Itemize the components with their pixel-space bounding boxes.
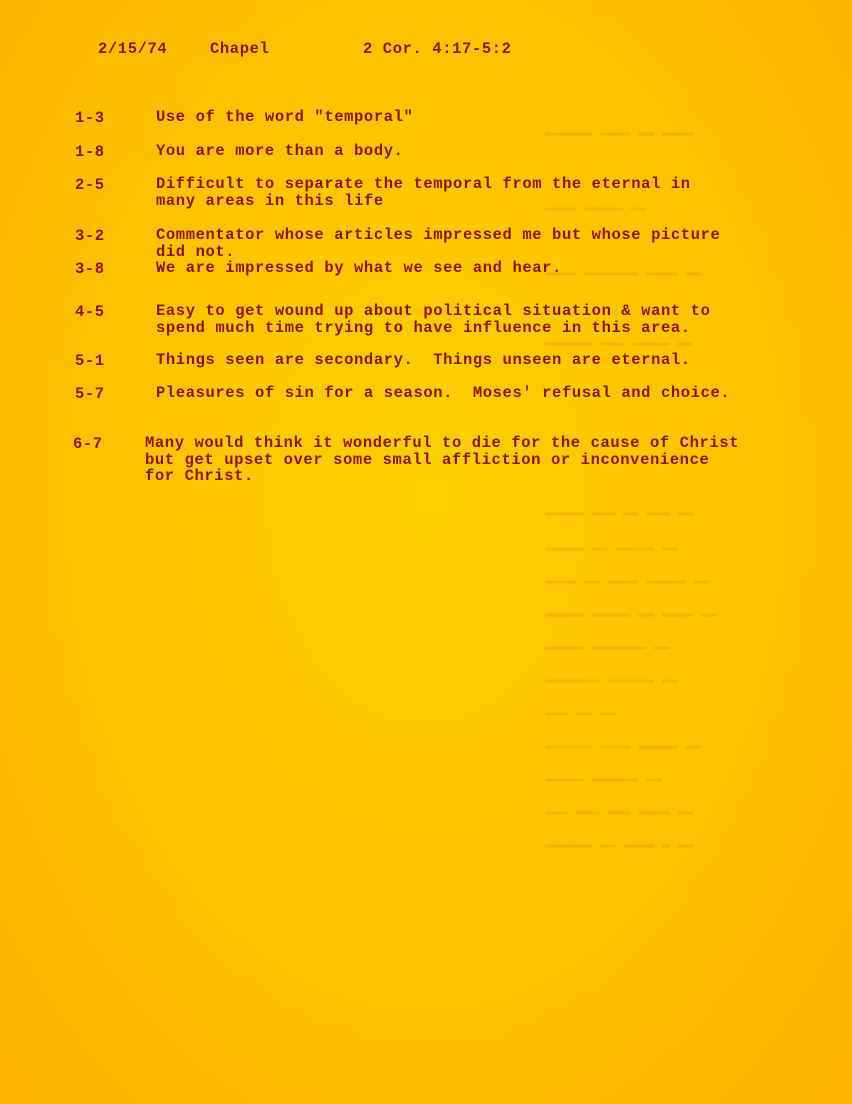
entry-reference: 6-7 (73, 435, 103, 453)
entry-reference: 3-2 (75, 227, 105, 245)
header-date: 2/15/74 (98, 40, 168, 58)
entry-text: Use of the word "temporal" (156, 108, 414, 126)
entry-text: Easy to get wound up about political situation & want to spend much time trying to have influence in this area. (156, 302, 711, 337)
header-scripture-reference: 2 Cor. 4:17-5:2 (363, 40, 512, 58)
entry-text: You are more than a body. (156, 142, 404, 160)
entry-reference: 1-8 (75, 143, 105, 161)
entry-text: Commentator whose articles impressed me but whose picture did not. (156, 226, 721, 261)
entry-reference: 1-3 (75, 109, 105, 127)
entry-reference: 5-1 (75, 352, 105, 370)
entry-text: Many would think it wonderful to die for the cause of Christ but get upset over some small affliction or inconvenience for Christ. (145, 434, 740, 485)
entry-text: Difficult to separate the temporal from the eternal in many areas in this life (156, 175, 691, 210)
document-header (0, 40, 852, 64)
header-event: Chapel (210, 40, 270, 58)
entry-reference: 3-8 (75, 260, 105, 278)
bleed-through-texture: ▬▬▬▬ ▬▬ ▬▬▬▬ ▬▬▬▬▬▬ ▬▬ ▬▬▬▬▬ ▬▬▬▬ ▬▬ ▬▬▬▬ ▬▬▬▬▬▬▬ ▬▬▬▬ ▬▬ ▬▬▬▬▬ ▬▬▬ ▬▬▬▬▬▬ ▬▬ ▬▬▬ ▬▬ ▬▬▬ ▬▬▬▬▬ ▬▬ ▬▬▬▬▬ ▬▬ ▬▬▬▬▬ ▬▬ ▬▬▬▬▬ ▬▬▬▬ ▬▬ ▬▬▬▬ ▬▬ ▬▬▬▬ ▬▬ ▬▬▬▬▬ ▬▬▬▬▬ ▬▬ ▬▬▬▬▬▬▬ ▬▬▬▬▬ ▬▬ ▬▬▬▬▬▬ ▬▬▬▬▬▬▬ ▬▬ ▬▬ ▬▬▬ ▬▬ ▬▬▬▬▬ ▬▬▬▬ ▬▬▬▬▬▬ ▬▬ ▬▬▬▬▬▬ ▬▬▬▬▬ ▬▬ ▬▬▬▬ ▬▬▬ ▬▬▬ ▬▬▬ ▬▬ ▬ ▬▬▬▬ ▬▬ ▬▬▬▬▬▬ (545, 125, 717, 852)
entry-reference: 2-5 (75, 176, 105, 194)
entry-text: Pleasures of sin for a season. Moses' refusal and choice. (156, 384, 731, 402)
entry-reference: 5-7 (75, 385, 105, 403)
entry-text: We are impressed by what we see and hear. (156, 259, 562, 277)
entry-text: Things seen are secondary. Things unseen are eternal. (156, 351, 691, 369)
entry-reference: 4-5 (75, 303, 105, 321)
